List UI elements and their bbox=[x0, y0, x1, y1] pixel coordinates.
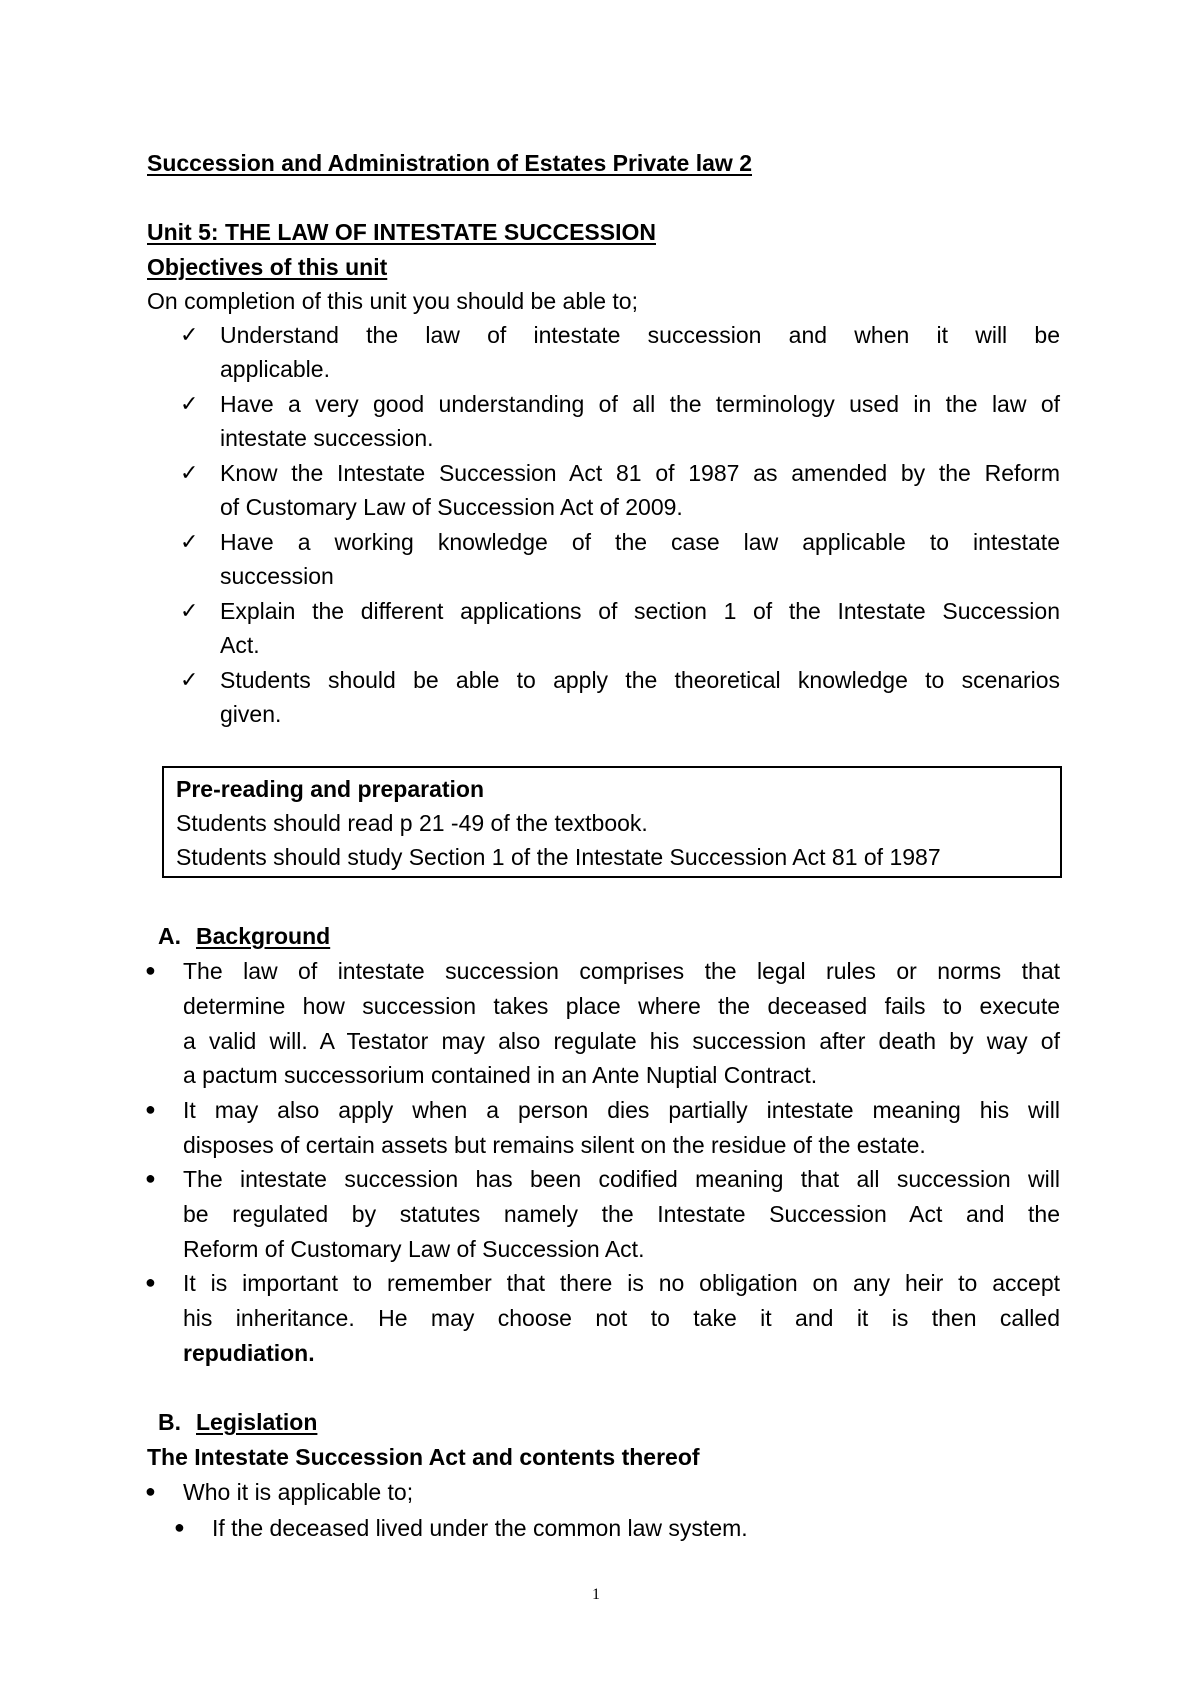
unit-title: Unit 5: THE LAW OF INTESTATE SUCCESSION bbox=[147, 219, 656, 245]
prereading-line: Students should read p 21 -49 of the textbook. bbox=[176, 810, 648, 836]
objective-line: succession bbox=[220, 563, 334, 589]
background-line: The law of intestate succession comprises the legal rules or norms that bbox=[183, 958, 1060, 984]
section-b-letter: B. bbox=[158, 1409, 181, 1435]
objective-line: Act. bbox=[220, 632, 260, 658]
legislation-bullet: Who it is applicable to; bbox=[183, 1479, 414, 1505]
repudiation-term: repudiation. bbox=[183, 1340, 315, 1366]
objective-line: applicable. bbox=[220, 356, 330, 382]
legislation-subheading: The Intestate Succession Act and contents thereof bbox=[147, 1444, 700, 1470]
background-line: The intestate succession has been codified meaning that all succession will bbox=[183, 1166, 1060, 1192]
document-title: Succession and Administration of Estates Private law 2 bbox=[147, 150, 752, 176]
bullet-icon: ● bbox=[145, 1099, 156, 1119]
bullet-icon: ● bbox=[145, 1168, 156, 1188]
objective-line: given. bbox=[220, 701, 282, 727]
objective-line: of Customary Law of Succession Act of 2009. bbox=[220, 494, 683, 520]
background-line: his inheritance. He may choose not to take it and it is then called bbox=[183, 1305, 1060, 1331]
objective-line: intestate succession. bbox=[220, 425, 434, 451]
objective-line: Explain the different applications of section 1 of the Intestate Succession bbox=[220, 598, 1060, 624]
section-a-letter: A. bbox=[158, 923, 181, 949]
prereading-line: Students should study Section 1 of the Intestate Succession Act 81 of 1987 bbox=[176, 844, 941, 870]
objective-line: Students should be able to apply the theoretical knowledge to scenarios bbox=[220, 667, 1060, 693]
objective-line: Understand the law of intestate succession and when it will be bbox=[220, 322, 1060, 348]
checkmark-icon: ✓ bbox=[180, 460, 199, 485]
prereading-box bbox=[162, 766, 1062, 878]
bullet-icon: ● bbox=[145, 1272, 156, 1292]
checkmark-icon: ✓ bbox=[180, 667, 199, 692]
objectives-heading: Objectives of this unit bbox=[147, 254, 388, 280]
background-line: determine how succession takes place where the deceased fails to execute bbox=[183, 993, 1060, 1019]
legislation-sub-bullet: If the deceased lived under the common law system. bbox=[212, 1515, 748, 1541]
objective-line: Have a very good understanding of all the terminology used in the law of bbox=[220, 391, 1060, 417]
background-line: Reform of Customary Law of Succession Act. bbox=[183, 1236, 645, 1262]
background-line: a pactum successorium contained in an Ante Nuptial Contract. bbox=[183, 1062, 818, 1088]
section-b-heading: Legislation bbox=[196, 1409, 318, 1435]
bullet-icon: ● bbox=[145, 1481, 156, 1501]
background-line: be regulated by statutes namely the Intestate Succession Act and the bbox=[183, 1201, 1060, 1227]
section-a-heading: Background bbox=[196, 923, 331, 949]
bullet-icon: ● bbox=[174, 1517, 185, 1537]
checkmark-icon: ✓ bbox=[180, 529, 199, 554]
objective-line: Know the Intestate Succession Act 81 of 1987 as amended by the Reform bbox=[220, 460, 1060, 486]
bullet-icon: ● bbox=[145, 960, 156, 980]
page-number: 1 bbox=[592, 1586, 600, 1603]
background-line: disposes of certain assets but remains silent on the residue of the estate. bbox=[183, 1132, 926, 1158]
checkmark-icon: ✓ bbox=[180, 322, 199, 347]
background-line: It may also apply when a person dies partially intestate meaning his will bbox=[183, 1097, 1060, 1123]
background-line: It is important to remember that there is no obligation on any heir to accept bbox=[183, 1270, 1060, 1296]
background-line: a valid will. A Testator may also regulate his succession after death by way of bbox=[183, 1028, 1060, 1054]
objective-line: Have a working knowledge of the case law applicable to intestate bbox=[220, 529, 1060, 555]
checkmark-icon: ✓ bbox=[180, 391, 199, 416]
checkmark-icon: ✓ bbox=[180, 598, 199, 623]
prereading-heading: Pre-reading and preparation bbox=[176, 776, 485, 802]
objectives-intro: On completion of this unit you should be able to; bbox=[147, 288, 638, 314]
